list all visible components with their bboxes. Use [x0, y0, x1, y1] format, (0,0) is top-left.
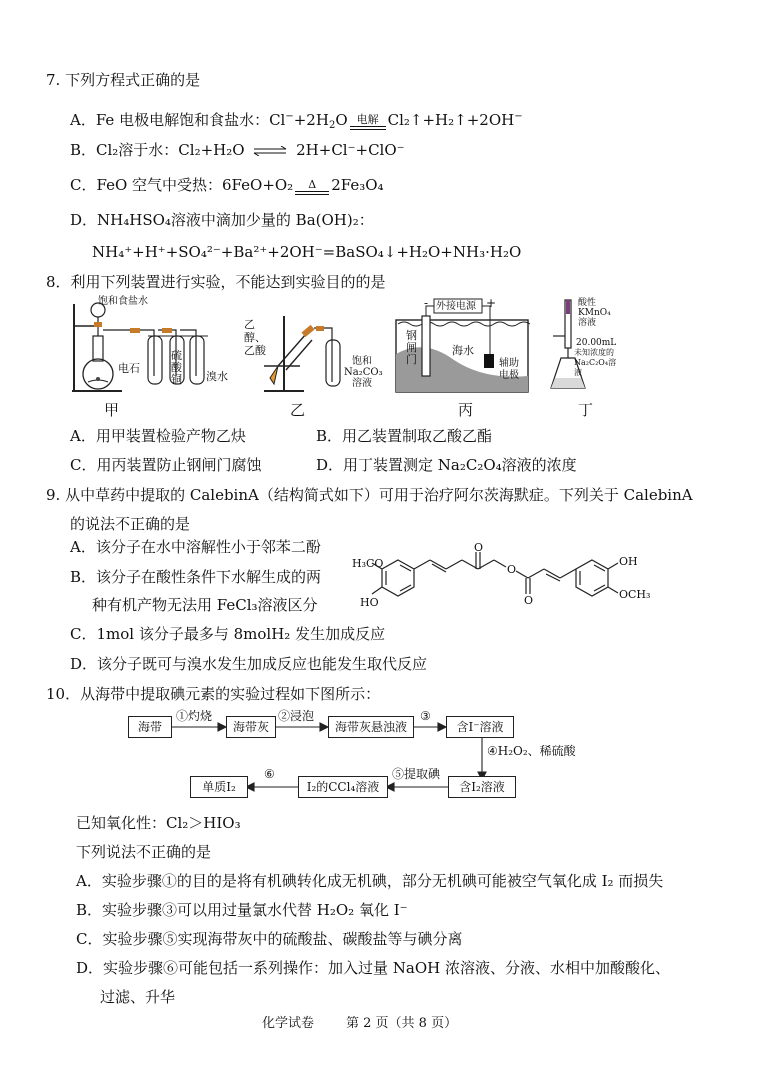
footer-page: 第 2 页（共 8 页） [346, 1016, 458, 1031]
ding-label-volume: 20.00mL [576, 338, 617, 348]
struct-label-ester-o: O [507, 563, 517, 576]
flow-step-1: ①灼烧 [176, 709, 213, 723]
bing-label-plus: + [486, 296, 497, 310]
q9-stem-line1: 9. 从中草药中提取的 CalebinA（结构简式如下）可用于治疗阿尔茨海默症。下列关于 CalebinA [46, 486, 693, 504]
flow-box-elemental-iodine: 单质I₂ [190, 776, 248, 798]
flow-step-3: ③ [420, 709, 431, 723]
q10-option-d-line1: D．实验步骤⑥可能包括一系列操作：加入过量 NaOH 浓溶液、分液、水相中加酸酸化、 [76, 959, 671, 977]
struct-label-oh-right: OH [619, 555, 638, 568]
q10-stem: 10．从海带中提取碘元素的实验过程如下图所示： [46, 685, 381, 703]
bing-label-minus: - [424, 296, 429, 310]
q9-stem-line2: 的说法不正确的是 [70, 515, 191, 533]
equilibrium-arrow-icon [253, 146, 287, 156]
q10-option-b: B．实验步骤③可以用过量氯水代替 H₂O₂ 氧化 I⁻ [76, 901, 408, 919]
q9-option-b-line1: B．该分子在酸性条件下水解生成的两 [70, 568, 322, 586]
q7-a-pre: A．Fe 电极电解饱和食盐水：Cl [70, 111, 286, 129]
flow-step-5: ⑤提取碘 [392, 767, 441, 781]
q10-ask: 下列说法不正确的是 [76, 843, 212, 861]
q7-c-pre: C．FeO 空气中受热：6FeO+O₂ [70, 176, 294, 194]
q10-option-d-line2: 过滤、升华 [100, 988, 176, 1006]
q7-a-condition: 电解 [356, 113, 379, 126]
q9-option-d: D．该分子既可与溴水发生加成反应也能发生取代反应 [70, 655, 428, 673]
flow-box-iodine-solution: 含I₂溶液 [448, 776, 516, 798]
struct-label-ketone-o: O [474, 541, 484, 554]
flow-box-iodine-ccl4: I₂的CCl₄溶液 [298, 776, 388, 798]
apparatus-name-jia: 甲 [104, 401, 120, 419]
jia-label-saturated-brine: 饱和食盐水 [98, 296, 148, 307]
q10-option-c: C．实验步骤⑤实现海带灰中的硫酸盐、碳酸盐等与碘分离 [76, 930, 463, 948]
apparatus-name-yi: 乙 [290, 401, 306, 419]
q7-option-a: A．Fe 电极电解饱和食盐水：$Cl^-+2H_2O$ 电解 Cl₂↑+H₂↑+2OH− [70, 111, 523, 131]
flow-box-iodide-solution: 含I⁻溶液 [446, 716, 514, 738]
q7-b-pre: B．Cl₂溶于水：Cl₂+H₂O [70, 141, 245, 159]
q8-stem: 8．利用下列装置进行实验，不能达到实验目的的是 [46, 273, 386, 291]
q10-known: 已知氧化性：Cl₂＞HIO₃ [76, 814, 241, 832]
q8-option-b: B．用乙装置制取乙酸乙酯 [316, 427, 493, 445]
struct-label-ome-left: H₃CO [352, 557, 384, 570]
calebina-structure [350, 530, 695, 620]
q7-c-condition: Δ [308, 178, 317, 191]
flow-step-4: ④H₂O₂、稀硫酸 [487, 744, 576, 758]
q7-option-c [70, 175, 384, 195]
apparatus-name-ding: 丁 [578, 401, 594, 419]
q7-stem: 7. 下列方程式正确的是 [46, 71, 201, 89]
jia-label-bromine-water: 溴水 [206, 370, 228, 383]
flow-step-2: ②浸泡 [278, 709, 315, 723]
jia-label-cuso4: 硫酸铜 [171, 349, 182, 386]
q8-option-d: D．用丁装置测定 Na₂C₂O₄溶液的浓度 [316, 456, 577, 474]
struct-label-oh-left: HO [360, 596, 379, 609]
yi-label-na2co3: 饱和 Na₂CO₃ 溶液 [344, 356, 383, 389]
flow-box-kelp: 海带 [128, 716, 172, 738]
flow-box-suspension: 海带灰悬浊液 [328, 716, 414, 738]
ding-label-kmno4: 酸性 KMnO₄ 溶液 [578, 298, 611, 328]
q9-option-a: A．该分子在水中溶解性小于邻苯二酚 [70, 538, 321, 556]
q7-option-b [70, 140, 405, 160]
bing-label-aux-electrode: 辅助电极 [499, 358, 519, 381]
bing-label-steel-gate: 钢闸门 [406, 329, 417, 366]
apparatus-name-bing: 丙 [458, 401, 474, 419]
footer-subject: 化学试卷 [262, 1016, 315, 1031]
struct-label-carbonyl-o: O [524, 594, 534, 607]
q9-option-c: C．1mol 该分子最多与 8molH₂ 发生加成反应 [70, 625, 386, 643]
q7-option-d-line2: NH₄⁺+H⁺+SO₄²⁻+Ba²⁺+2OH⁻=BaSO₄↓+H₂O+NH₃·H₂O [92, 243, 522, 261]
struct-label-ome-right: OCH₃ [619, 588, 651, 601]
flow-box-kelp-ash: 海带灰 [226, 716, 276, 738]
flow-step-6: ⑥ [264, 767, 275, 781]
q7-option-d-line1: D．NH₄HSO₄溶液中滴加少量的 Ba(OH)₂： [70, 211, 374, 229]
bing-label-power: 外接电源 [436, 301, 476, 312]
q7-a-post: Cl₂↑+H₂↑+2OH [387, 111, 515, 129]
q8-option-a: A．用甲装置检验产物乙炔 [70, 427, 246, 445]
jia-label-carbide: 电石 [118, 362, 140, 375]
q9-option-b-line2: 种有机产物无法用 FeCl₃溶液区分 [92, 596, 318, 614]
q8-option-c: C．用丙装置防止钢闸门腐蚀 [70, 456, 262, 474]
q7-c-post: 2Fe₃O₄ [331, 176, 384, 194]
q7-b-post: 2H+Cl⁻+ClO⁻ [296, 141, 405, 159]
yi-label-ethanol-acetic: 乙醇、乙酸 [244, 318, 266, 357]
ding-label-na2c2o4: 未知浓度的 Na₂C₂O₄溶液 [574, 348, 617, 377]
q10-option-a: A．实验步骤①的目的是将有机碘转化成无机碘，部分无机碘可能被空气氧化成 I₂ 而损失 [76, 872, 664, 890]
bing-label-seawater: 海水 [452, 344, 474, 357]
